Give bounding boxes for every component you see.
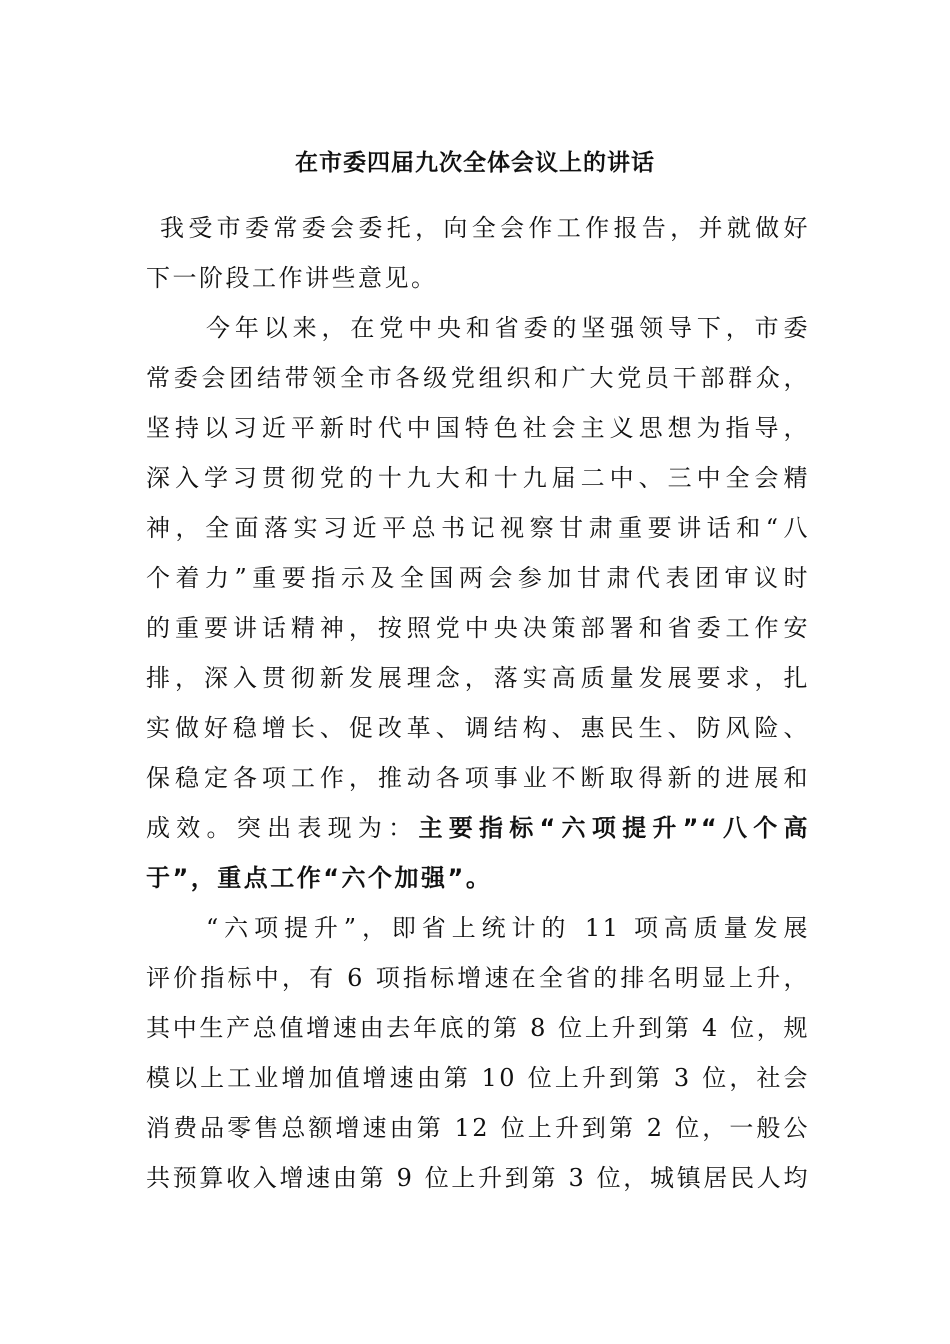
emphasis-text: 于”，重点工作“六个加强”。 bbox=[146, 864, 493, 892]
text-line: 我受市委常委会委托，向全会作工作报告，并就做好 bbox=[160, 214, 810, 242]
text-segment: 成效。突出表现为： bbox=[146, 814, 419, 842]
text-line: 实做好稳增长、促改革、调结构、惠民生、防风险、 bbox=[146, 714, 810, 742]
text-line: 保稳定各项工作，推动各项事业不断取得新的进展和 bbox=[146, 764, 810, 792]
text-line: 评价指标中，有 6 项指标增速在全省的排名明显上升， bbox=[146, 964, 810, 992]
text-line: 排，深入贯彻新发展理念，落实高质量发展要求，扎 bbox=[146, 664, 810, 692]
document-title: 在市委四届九次全体会议上的讲话 bbox=[295, 150, 655, 176]
text-line: 下一阶段工作讲些意见。 bbox=[146, 264, 438, 292]
text-line: 坚持以习近平新时代中国特色社会主义思想为指导， bbox=[146, 414, 810, 442]
text-line: 其中生产总值增速由去年底的第 8 位上升到第 4 位，规 bbox=[146, 1014, 810, 1042]
text-line: 常委会团结带领全市各级党组织和广大党员干部群众， bbox=[146, 364, 810, 392]
text-line: 共预算收入增速由第 9 位上升到第 3 位，城镇居民人均 bbox=[146, 1164, 810, 1192]
emphasis-text: 主要指标“六项提升”“八个高 bbox=[418, 814, 810, 842]
text-line: 个着力”重要指示及全国两会参加甘肃代表团审议时 bbox=[146, 564, 810, 592]
text-line: 今年以来，在党中央和省委的坚强领导下，市委 bbox=[206, 314, 810, 342]
text-line-mixed bbox=[146, 812, 810, 844]
text-line: 的重要讲话精神，按照党中央决策部署和省委工作安 bbox=[146, 614, 810, 642]
text-line: 模以上工业增加值增速由第 10 位上升到第 3 位，社会 bbox=[146, 1064, 810, 1092]
text-line: 消费品零售总额增速由第 12 位上升到第 2 位，一般公 bbox=[146, 1114, 810, 1142]
text-line: 神，全面落实习近平总书记视察甘肃重要讲话和“八 bbox=[146, 514, 810, 542]
text-line: 深入学习贯彻党的十九大和十九届二中、三中全会精 bbox=[146, 464, 810, 492]
text-line: “六项提升”，即省上统计的 11 项高质量发展 bbox=[206, 914, 810, 942]
